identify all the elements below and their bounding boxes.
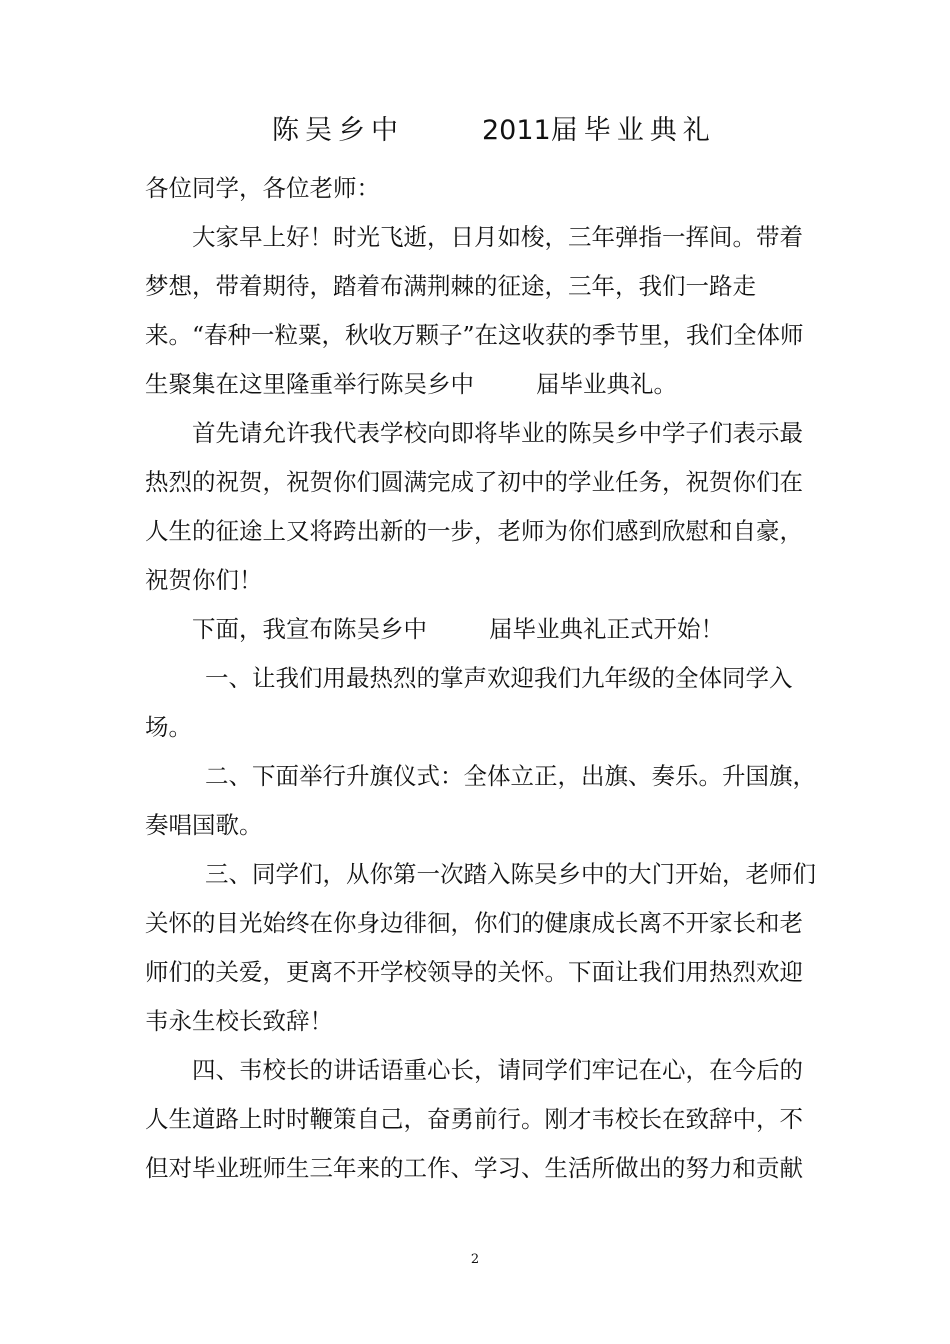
paragraph-4: 一、让我们用最热烈的掌声欢迎我们九年级的全体同学入场。 <box>145 664 793 741</box>
paragraph-7: 四、韦校长的讲话语重心长，请同学们牢记在心，在今后的人生道路上时时鞭策自己，奋勇前行。刚才韦校长在致辞中，不但对毕业班师生三年来的工作、学习、生活所做出的努力和贡献 <box>145 1056 803 1182</box>
page-number: 2 <box>470 1252 480 1267</box>
paragraph-3: 下面，我宣布陈吴乡中 届毕业典礼正式开始！ <box>192 615 724 643</box>
title-year: 2011 <box>482 115 551 146</box>
paragraph-6: 三、同学们，从你第一次踏入陈吴乡中的大门开始，老师们关怀的目光始终在你身边徘徊，你们的健康成长离不开家长和老师们的关爱，更离不开学校领导的关怀。下面让我们用热烈欢迎韦永生校长致辞！ <box>145 860 816 1035</box>
title-right: 届毕业典礼 <box>550 115 716 146</box>
document-body <box>145 164 817 1193</box>
paragraph-2: 首先请允许我代表学校向即将毕业的陈吴乡中学子们表示最热烈的祝贺，祝贺你们圆满完成了初中的学业任务，祝贺你们在人生的征途上又将跨出新的一步，老师为你们感到欣慰和自豪，祝贺你们！ <box>145 419 803 594</box>
paragraph-5: 二、下面举行升旗仪式：全体立正，出旗、奏乐。升国旗，奏唱国歌。 <box>145 762 816 839</box>
greeting: 各位同学，各位老师： <box>145 174 380 202</box>
title-left: 陈吴乡中 <box>272 115 404 146</box>
document-title <box>272 108 716 147</box>
paragraph-1: 大家早上好！时光飞逝，日月如梭，三年弹指一挥间。带着梦想，带着期待，踏着布满荆棘的征途，三年，我们一路走来。“春种一粒粟，秋收万颗子”在这收获的季节里，我们全体师生聚集在这里隆重举行陈吴乡中 届毕业典礼。 <box>145 223 804 398</box>
